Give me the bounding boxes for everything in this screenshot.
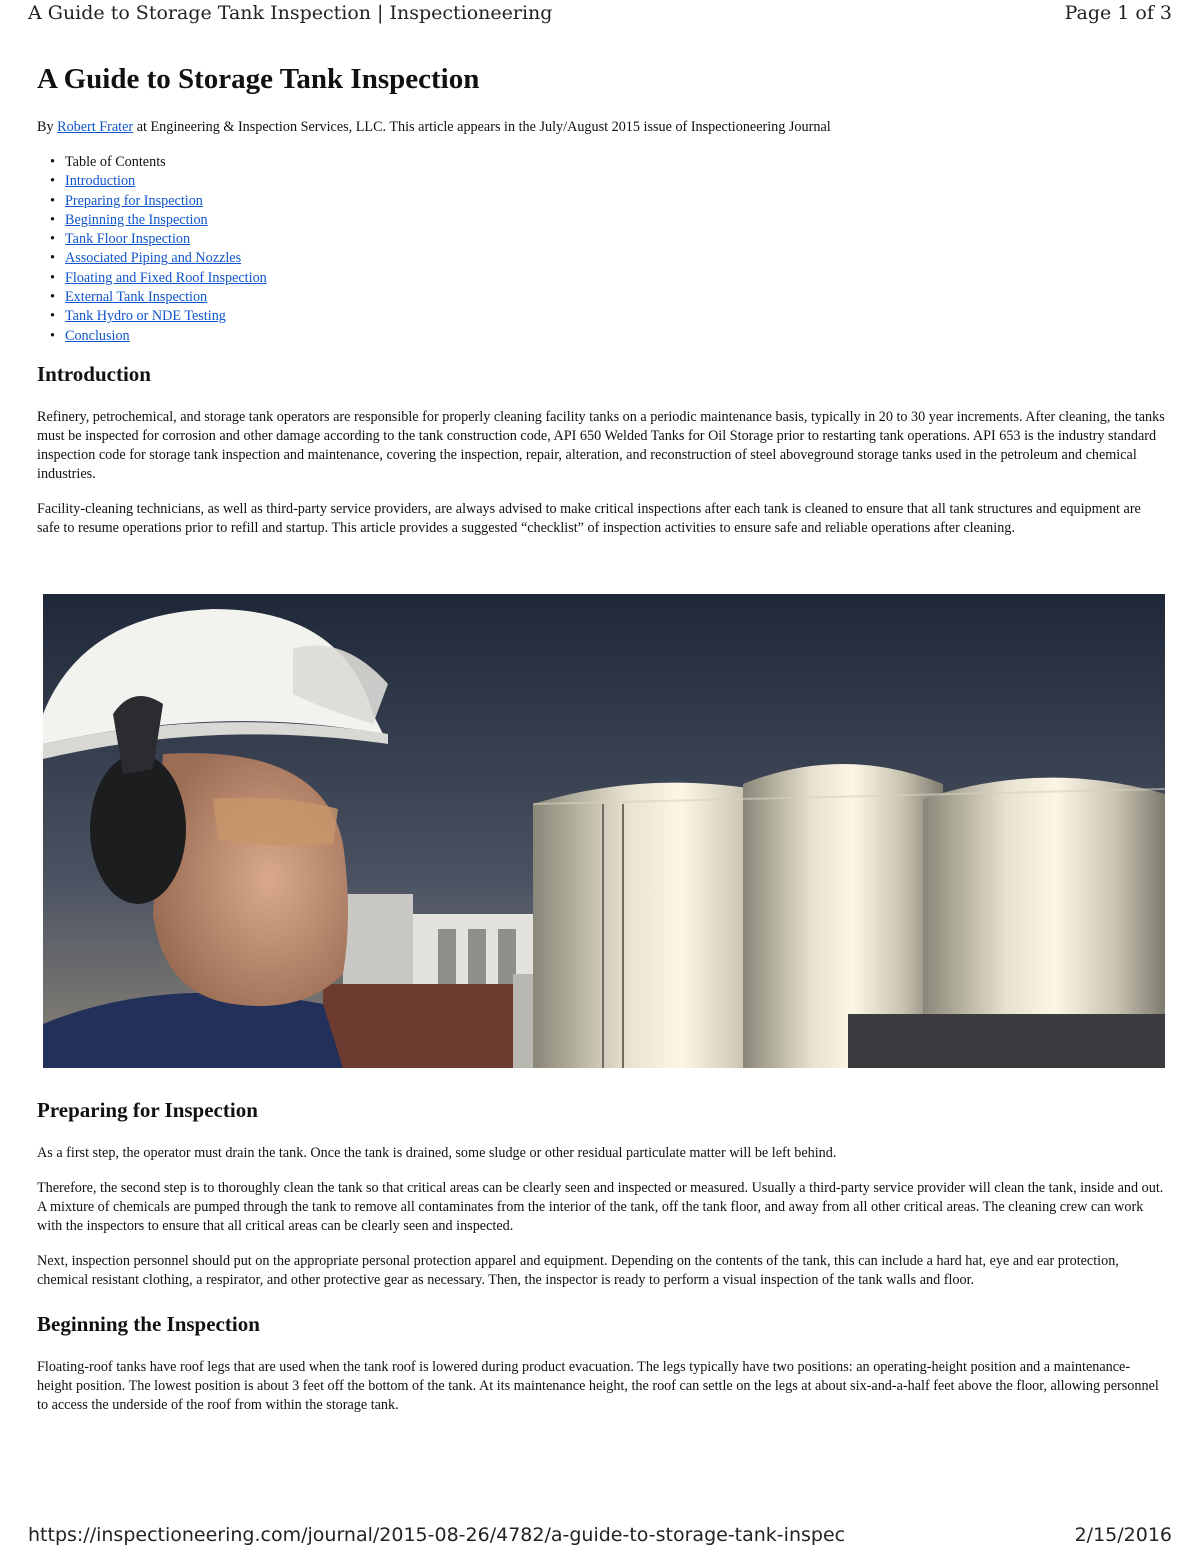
- byline-suffix: at Engineering & Inspection Services, LLC. This article appears in the July/August 2015 issue of Inspectioneering Journal: [133, 119, 831, 135]
- paragraph: Refinery, petrochemical, and storage tank operators are responsible for properly cleaning facility tanks on a periodic maintenance basis, typically in 20 to 30 year increments. After cleaning, the tanks must be inspected for corrosion and other damage according to the tank construction code, API 650 Welded Tanks for Oil Storage prior to restarting tank operations. API 653 is the industry standard inspection code for storage tank inspection and maintenance, covering the inspection, repair, alteration, and reconstruction of steel aboveground storage tanks used in the petroleum and chemical industries.: [37, 408, 1165, 482]
- byline-prefix: By: [37, 119, 58, 135]
- print-header-title: A Guide to Storage Tank Inspection | Inspectioneering: [28, 2, 553, 24]
- print-footer: [28, 1524, 1172, 1552]
- paragraph: Floating-roof tanks have roof legs that are used when the tank roof is lowered during product evacuation. The legs typically have two positions: an operating-height position and a maintenance-height position. The lowest position is about 3 feet off the bottom of the tank. At its maintenance height, the roof can settle on the legs at about six-and-a-half feet above the floor, allowing personnel to access the underside of the roof from within the storage tank.: [37, 1359, 1159, 1413]
- toc-item: [65, 172, 1165, 191]
- paragraph: Therefore, the second step is to thoroughly clean the tank so that critical areas can be clearly seen and inspected or measured. Usually a third-party service provider will clean the tank, inside and out. A mixture of chemicals are pumped through the tank to remove all contaminates from the interior of the tank, off the tank floor, and away from all other critical areas. The cleaning crew can work with the inspectors to ensure that all critical areas can be clearly seen and inspected.: [37, 1180, 1164, 1234]
- toc-link-tank-floor-inspection[interactable]: Tank Floor Inspection: [65, 231, 191, 248]
- toc-link-associated-piping[interactable]: Associated Piping and Nozzles: [65, 250, 242, 267]
- section-heading-preparing: Preparing for Inspection: [37, 1098, 258, 1122]
- print-footer-url: https://inspectioneering.com/journal/2015-08-26/4782/a-guide-to-storage-tank-inspec: [28, 1524, 846, 1546]
- article-continued: [37, 1096, 1165, 1415]
- toc-link-introduction[interactable]: Introduction: [65, 173, 136, 190]
- toc-item: [65, 269, 1165, 288]
- toc-item: [65, 230, 1165, 249]
- paragraph: As a first step, the operator must drain the tank. Once the tank is drained, some sludge or other residual particulate matter will be left behind.: [37, 1145, 837, 1161]
- author-link[interactable]: Robert Frater: [57, 119, 134, 135]
- toc-link-preparing-for-inspection[interactable]: Preparing for Inspection: [65, 192, 203, 209]
- toc-item: [65, 288, 1165, 307]
- hero-image: [43, 594, 1165, 1068]
- table-of-contents: [37, 153, 1165, 346]
- toc-item: [65, 327, 1165, 346]
- toc-link-conclusion[interactable]: Conclusion: [65, 327, 130, 344]
- building-silhouette: [323, 894, 553, 1068]
- section-heading-beginning: Beginning the Inspection: [37, 1312, 260, 1336]
- article-title: A Guide to Storage Tank Inspection: [37, 63, 480, 95]
- print-header-page-number: Page 1 of 3: [1064, 2, 1172, 24]
- toc-link-external-tank-inspection[interactable]: External Tank Inspection: [65, 289, 208, 306]
- toc-item: [65, 192, 1165, 211]
- print-header: [28, 2, 1172, 30]
- toc-link-beginning-the-inspection[interactable]: Beginning the Inspection: [65, 211, 208, 228]
- section-heading-introduction: Introduction: [37, 361, 151, 386]
- toc-item: [65, 211, 1165, 230]
- toc-link-hydro-nde-testing[interactable]: Tank Hydro or NDE Testing: [65, 308, 226, 325]
- byline: [37, 118, 1165, 137]
- article: [37, 60, 1165, 538]
- toc-item: [65, 249, 1165, 268]
- storage-tanks: [533, 764, 1165, 1068]
- toc-link-roof-inspection[interactable]: Floating and Fixed Roof Inspection: [65, 269, 267, 286]
- toc-heading: • Table of Contents: [65, 153, 1165, 172]
- toc-item: [65, 307, 1165, 326]
- paragraph: Next, inspection personnel should put on the appropriate personal protection apparel and equipment. Depending on the contents of the tank, this can include a hard hat, eye and ear protection, chemical resistant clothing, a respirator, and other protective gear as necessary. Then, the inspector is ready to perform a visual inspection of the tank walls and floor.: [37, 1253, 1119, 1288]
- paragraph: Facility-cleaning technicians, as well as third-party service providers, are always advised to make critical inspections after each tank is cleaned to ensure that all tank structures and equipment are safe to resume operations prior to refill and startup. This article provides a suggested “checklist” of inspection activities to ensure safe and reliable operations after cleaning.: [37, 500, 1141, 536]
- print-footer-date: 2/15/2016: [1074, 1524, 1172, 1546]
